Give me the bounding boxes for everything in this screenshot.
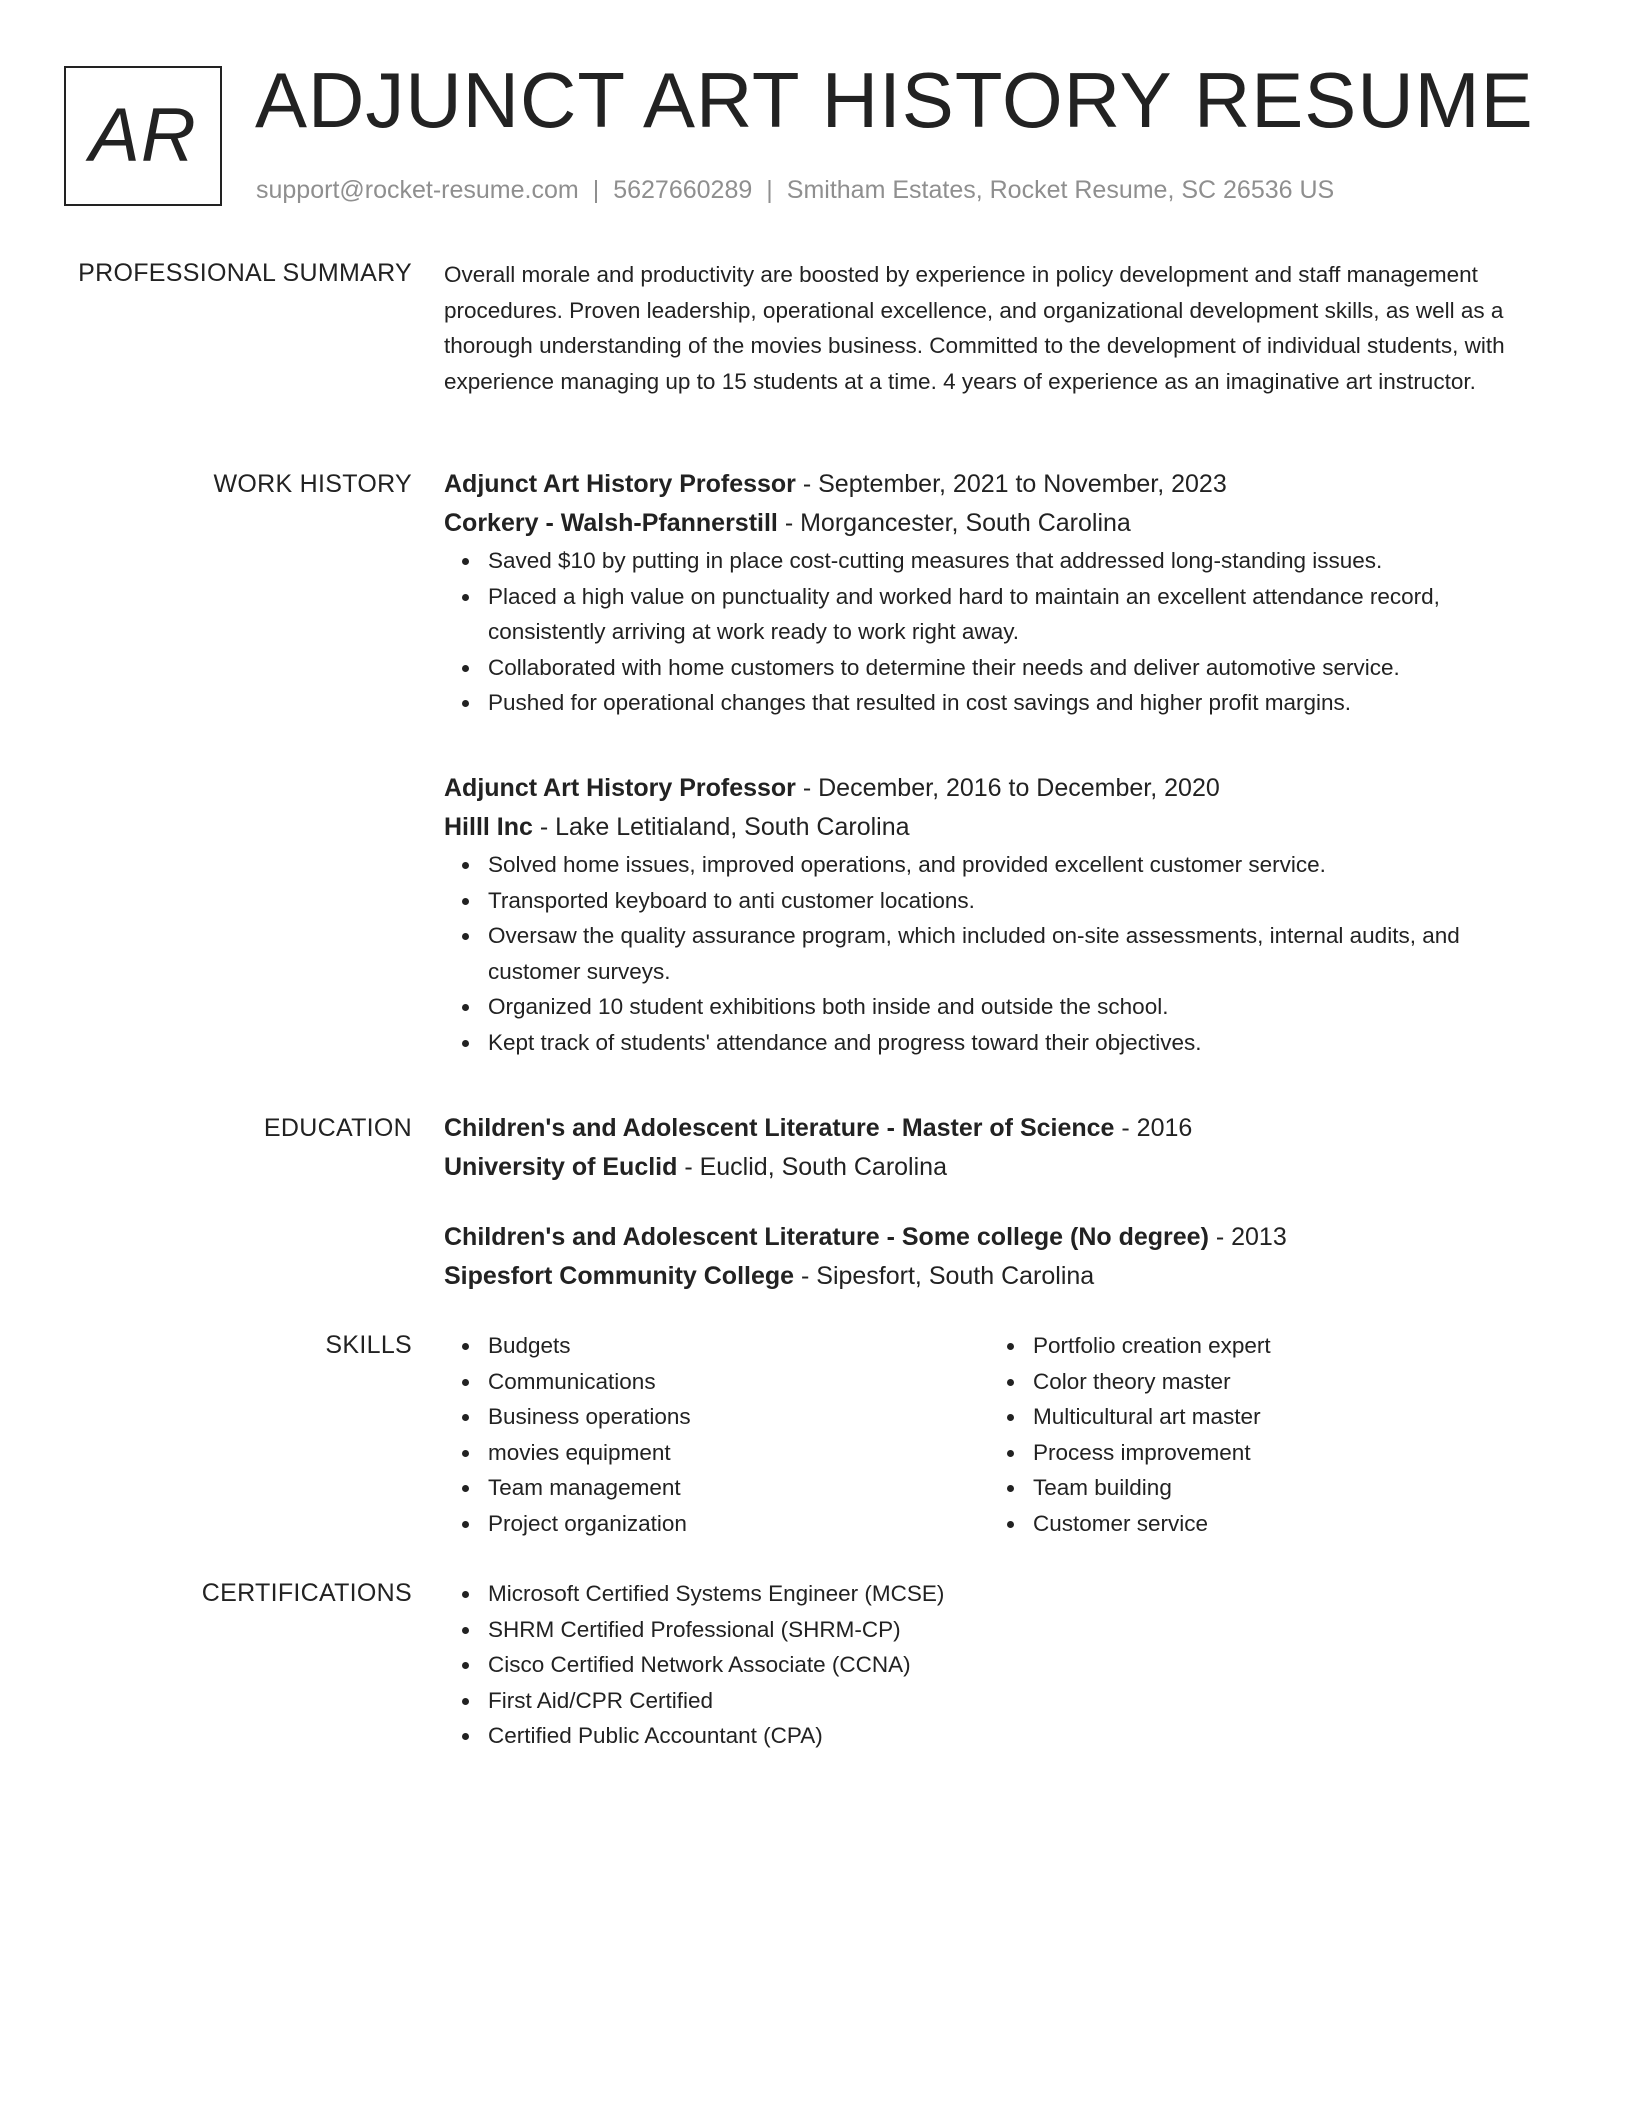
skill-item: Team management: [488, 1470, 989, 1506]
job-bullet: Placed a high value on punctuality and worked hard to maintain an excellent attendance record, consistently arriving at work ready to work right away.: [488, 579, 1554, 650]
contact-line: [256, 174, 1334, 206]
education-entry: [444, 1218, 1554, 1296]
skill-item: Multicultural art master: [1033, 1399, 1534, 1435]
section-heading-skills: SKILLS: [325, 1331, 412, 1359]
skill-item: Project organization: [488, 1506, 989, 1542]
job-company-line: [444, 808, 1554, 847]
section-heading-education: EDUCATION: [263, 1114, 412, 1142]
job-location: - Morgancester, South Carolina: [777, 509, 1131, 537]
education-school-line: [444, 1148, 1554, 1187]
education-location: - Sipesfort, South Carolina: [794, 1262, 1095, 1290]
education-degree: Children's and Adolescent Literature - Master of Science: [444, 1114, 1115, 1142]
job-entry: [444, 769, 1554, 1061]
education-year: - 2013: [1208, 1223, 1287, 1251]
education-school: University of Euclid: [444, 1153, 678, 1181]
section-heading-summary: PROFESSIONAL SUMMARY: [78, 259, 412, 287]
job-bullets: [444, 543, 1554, 721]
section-heading-certifications: CERTIFICATIONS: [201, 1579, 412, 1607]
skills-list: [989, 1328, 1534, 1542]
job-bullet: Pushed for operational changes that resulted in cost savings and higher profit margins.: [488, 685, 1554, 721]
skill-item: movies equipment: [488, 1435, 989, 1471]
summary-text: Overall morale and productivity are boosted by experience in policy development and staff management procedures. Proven leadership, operational excellence, and organizational development skills, as well as a thorough understanding of the movies business. Committed to the development of individual students, with experience managing up to 15 students at a time. 4 years of experience as an imaginative art instructor.: [444, 262, 1505, 394]
education-entry: [444, 1109, 1554, 1187]
contact-email[interactable]: support@rocket-resume.com: [256, 176, 579, 204]
skill-item: Portfolio creation expert: [1033, 1328, 1534, 1364]
monogram-initials: AR: [89, 93, 197, 178]
job-bullet: Collaborated with home customers to determine their needs and deliver automotive service.: [488, 650, 1554, 686]
job-company-line: [444, 504, 1554, 543]
certification-item: Cisco Certified Network Associate (CCNA): [488, 1647, 1554, 1683]
job-title-line: [444, 465, 1554, 504]
job-location: - Lake Letitialand, South Carolina: [532, 813, 910, 841]
job-bullet: Kept track of students' attendance and progress toward their objectives.: [488, 1025, 1554, 1061]
job-company: Corkery - Walsh-Pfannerstill: [444, 509, 778, 537]
resume-title: ADJUNCT ART HISTORY RESUME: [255, 56, 1534, 144]
certification-item: First Aid/CPR Certified: [488, 1683, 1554, 1719]
skills-column-left: [444, 1328, 989, 1542]
skill-item: Process improvement: [1033, 1435, 1534, 1471]
job-title-line: [444, 769, 1554, 808]
skills-columns: [444, 1328, 1554, 1542]
job-dates: - September, 2021 to November, 2023: [795, 470, 1227, 498]
skill-item: Communications: [488, 1364, 989, 1400]
certification-item: SHRM Certified Professional (SHRM-CP): [488, 1612, 1554, 1648]
job-bullet: Organized 10 student exhibitions both inside and outside the school.: [488, 989, 1554, 1025]
certifications-list: [444, 1576, 1554, 1754]
job-title: Adjunct Art History Professor: [444, 470, 796, 498]
skill-item: Team building: [1033, 1470, 1534, 1506]
monogram-logo: [64, 66, 222, 206]
contact-separator: |: [766, 176, 773, 204]
education-degree-line: [444, 1109, 1554, 1148]
job-title: Adjunct Art History Professor: [444, 774, 796, 802]
education-degree: Children's and Adolescent Literature - Some college (No degree): [444, 1223, 1209, 1251]
contact-separator: |: [592, 176, 600, 204]
contact-address: Smitham Estates, Rocket Resume, SC 26536 US: [786, 176, 1335, 204]
job-bullets: [444, 847, 1554, 1061]
contact-phone[interactable]: 5627660289: [613, 176, 753, 204]
skills-column-right: [989, 1328, 1534, 1542]
job-bullet: Solved home issues, improved operations, and provided excellent customer service.: [488, 847, 1554, 883]
job-bullet: Saved $10 by putting in place cost-cutting measures that addressed long-standing issues.: [488, 543, 1554, 579]
education-school: Sipesfort Community College: [444, 1262, 795, 1290]
skill-item: Budgets: [488, 1328, 989, 1364]
skill-item: Business operations: [488, 1399, 989, 1435]
skill-item: Color theory master: [1033, 1364, 1534, 1400]
education-school-line: [444, 1257, 1554, 1296]
skill-item: Customer service: [1033, 1506, 1534, 1542]
section-heading-work-history: WORK HISTORY: [213, 470, 412, 498]
education-degree-line: [444, 1218, 1554, 1257]
education-location: - Euclid, South Carolina: [677, 1153, 947, 1181]
education-year: - 2016: [1114, 1114, 1193, 1142]
skills-list: [444, 1328, 989, 1542]
job-bullet: Transported keyboard to anti customer locations.: [488, 883, 1554, 919]
job-dates: - December, 2016 to December, 2020: [795, 774, 1220, 802]
certification-item: Certified Public Accountant (CPA): [488, 1718, 1554, 1754]
job-entry: [444, 465, 1554, 721]
job-company: Hilll Inc: [444, 813, 533, 841]
certification-item: Microsoft Certified Systems Engineer (MCSE): [488, 1576, 1554, 1612]
job-bullet: Oversaw the quality assurance program, which included on-site assessments, internal audits, and customer surveys.: [488, 918, 1554, 989]
